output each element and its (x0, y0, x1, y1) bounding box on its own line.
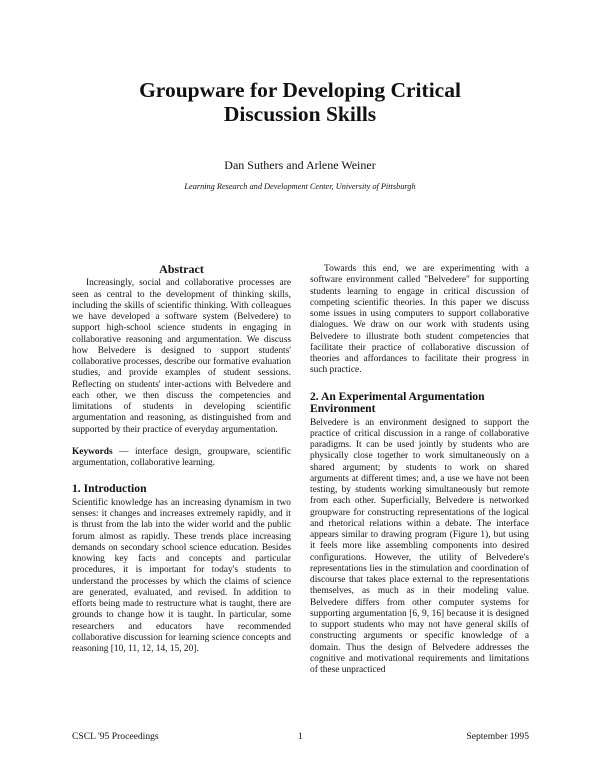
right-column (310, 264, 529, 676)
keywords-paragraph (72, 447, 291, 470)
paper-title (60, 78, 540, 126)
footer-proceedings: CSCL '95 Proceedings (72, 731, 159, 742)
section-1-heading: 1. Introduction (72, 482, 147, 496)
section-2-text: Belvedere is an environment designed to support the practice of critical discussion in a range of collaborative paradigms. It can be used jointly by students who are physically close together to work simultaneously on a shared argument; by students to work on shared arguments at different times; and, a use we have not been testing, by students working simultaneously but remote from each other. Superficially, Belvedere is networked groupware for constructing representations of the logical and rhetorical relations within a debate. The interface appears similar to drawing program (Figure 1), but using it feels more like assembling components into desired configurations. However, the utility of Belvedere's representations lies in the stimulation and coordination of discourse that takes place external to the representations themselves, as much as in their modeling value. Belvedere differs from other computer systems for supporting argumentation [6, 9, 16] because it is designed to support students who may not have general skills of constructing arguments or specific knowledge of a domain. Thus the design of Belvedere addresses the cognitive and motivational requirements and limitations of these unpracticed (310, 417, 529, 675)
abstract-heading: Abstract (159, 262, 204, 276)
affiliation: Learning Research and Development Center, University of Pittsburgh (184, 182, 416, 191)
title-line-2: Discussion Skills (223, 102, 377, 126)
keywords-label: Keywords (72, 446, 113, 457)
section-2-heading-line-2: Environment (310, 402, 376, 415)
intro-continuation: Towards this end, we are experimenting with a software environment called "Belvedere" for supporting students learning to engage in critical discussion of competing scientific theories. In this paper we discuss some issues in using computers to support collaborative dialogues. We draw on our work with students using Belvedere to illustrate both student competencies that facilitate their practice of collaborative discussion of theories and affordances to facilitate their progress in such practice. (310, 264, 529, 376)
footer-page-number: 1 (298, 731, 303, 742)
section-2-heading-line-1: 2. An Experimental Argumentation (310, 389, 485, 403)
left-column (72, 264, 291, 655)
section-2-heading (310, 391, 529, 416)
title-line-1: Groupware for Developing Critical (139, 78, 461, 102)
authors: Dan Suthers and Arlene Weiner (224, 158, 376, 172)
keywords-text: — interface design, groupware, scientific argumentation, collaborative learning. (72, 446, 292, 468)
section-1-text: Scientific knowledge has an increasing dynamism in two senses: it changes and increases extremely rapidly, and it is thrust from the lab into the wider world and the public forum almost as rapidly. These trends place increasing demands on secondary school science education. Besides knowing key facts and concepts and particular procedures, it is important for today's students to understand the processes by which the claims of science are generated, evaluated, and revised. In addition to efforts being made to restructure what is taught, there are grounds to change how it is taught. In particular, some researchers and educators have recommended collaborative discussion for learning science concepts and reasoning [10, 11, 12, 14, 15, 20]. (72, 497, 291, 654)
abstract-text: Increasingly, social and collaborative processes are seen as central to the development of thinking skills, including the skills of scientific thinking. With colleagues we have developed a software system (Belvedere) to support high-school science students in engaging in collaborative reasoning and argumentation. We discuss how Belvedere is designed to support students' collaborative processes, describe our formative evaluation studies, and provide examples of student sessions. Reflecting on students' inter-actions with Belvedere and each other, we then discuss the competencies and limitations of students in developing scientific argumentation and reasoning, as distinguished from and supported by their practice of everyday argumentation. (72, 278, 291, 435)
footer-date: September 1995 (466, 731, 529, 742)
